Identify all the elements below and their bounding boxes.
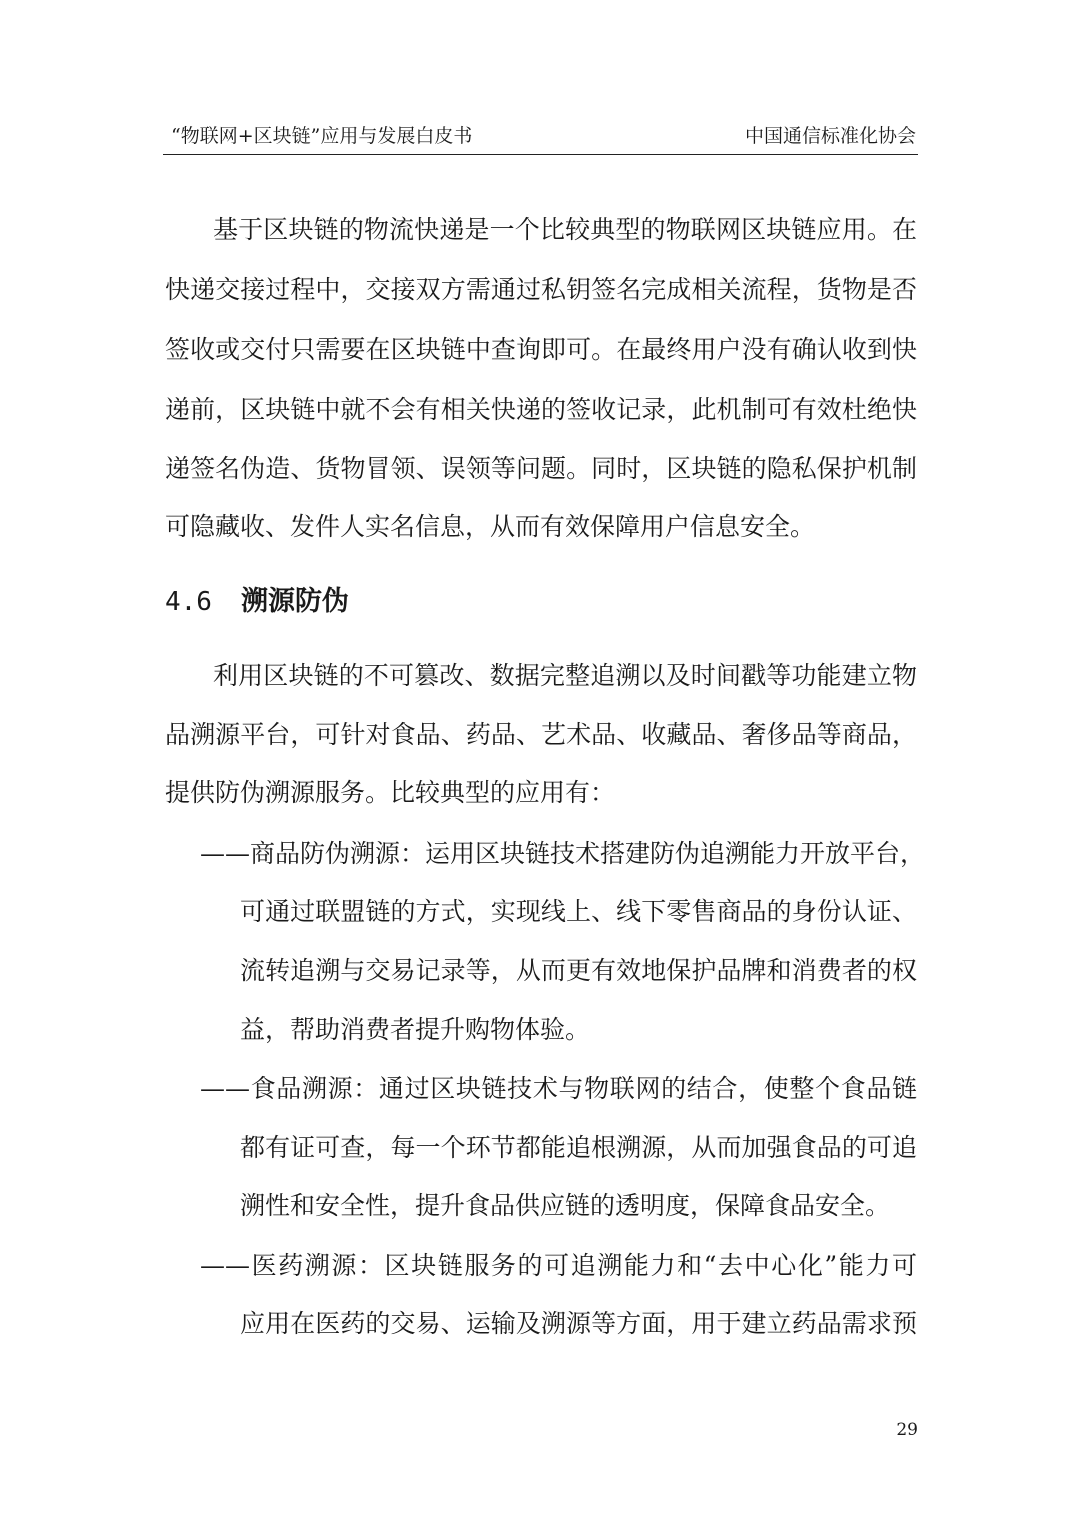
paragraph-line: 递签名伪造、货物冒领、误领等问题。同时，区块链的隐私保护机制 [165, 454, 917, 483]
section-number: 4.6 [165, 587, 212, 617]
list-item-line: 流转追溯与交易记录等，从而更有效地保护品牌和消费者的权 [240, 956, 917, 985]
section-title: 溯源防伪 [241, 586, 349, 617]
list-item-line: ——医药溯源：区块链服务的可追溯能力和“去中心化”能力可 [200, 1251, 917, 1280]
running-header [163, 120, 918, 155]
paragraph-line: 快递交接过程中，交接双方需通过私钥签名完成相关流程，货物是否 [165, 275, 917, 304]
paragraph-line: 签收或交付只需要在区块链中查询即可。在最终用户没有确认收到快 [165, 335, 917, 364]
list-item-line: ——食品溯源：通过区块链技术与物联网的结合，使整个食品链 [200, 1074, 917, 1103]
paragraph-line: 利用区块链的不可篡改、数据完整追溯以及时间戳等功能建立物 [213, 661, 917, 690]
header-document-title: “物联网+区块链”应用与发展白皮书 [171, 125, 473, 147]
header-organization: 中国通信标准化协会 [744, 125, 916, 147]
list-item-line: 溯性和安全性，提升食品供应链的透明度，保障食品安全。 [240, 1191, 891, 1220]
list-item-line: 益，帮助消费者提升购物体验。 [240, 1015, 591, 1044]
paragraph-line: 提供防伪溯源服务。比较典型的应用有： [165, 778, 616, 807]
page-number: 29 [896, 1420, 918, 1440]
list-item-line: 都有证可查，每一个环节都能追根溯源，从而加强食品的可追 [240, 1133, 917, 1162]
paragraph-line: 递前，区块链中就不会有相关快递的签收记录，此机制可有效杜绝快 [165, 395, 917, 424]
list-item-line: 可通过联盟链的方式，实现线上、线下零售商品的身份认证、 [240, 897, 917, 926]
list-item-line: 应用在医药的交易、运输及溯源等方面，用于建立药品需求预 [240, 1309, 917, 1338]
paragraph-line: 基于区块链的物流快递是一个比较典型的物联网区块链应用。在 [213, 215, 917, 244]
list-item-line: ——商品防伪溯源：运用区块链技术搭建防伪追溯能力开放平台， [200, 839, 926, 868]
paragraph-line: 品溯源平台，可针对食品、药品、艺术品、收藏品、奢侈品等商品， [165, 720, 917, 749]
paragraph-line: 可隐藏收、发件人实名信息，从而有效保障用户信息安全。 [165, 512, 816, 541]
section-heading [165, 585, 349, 619]
